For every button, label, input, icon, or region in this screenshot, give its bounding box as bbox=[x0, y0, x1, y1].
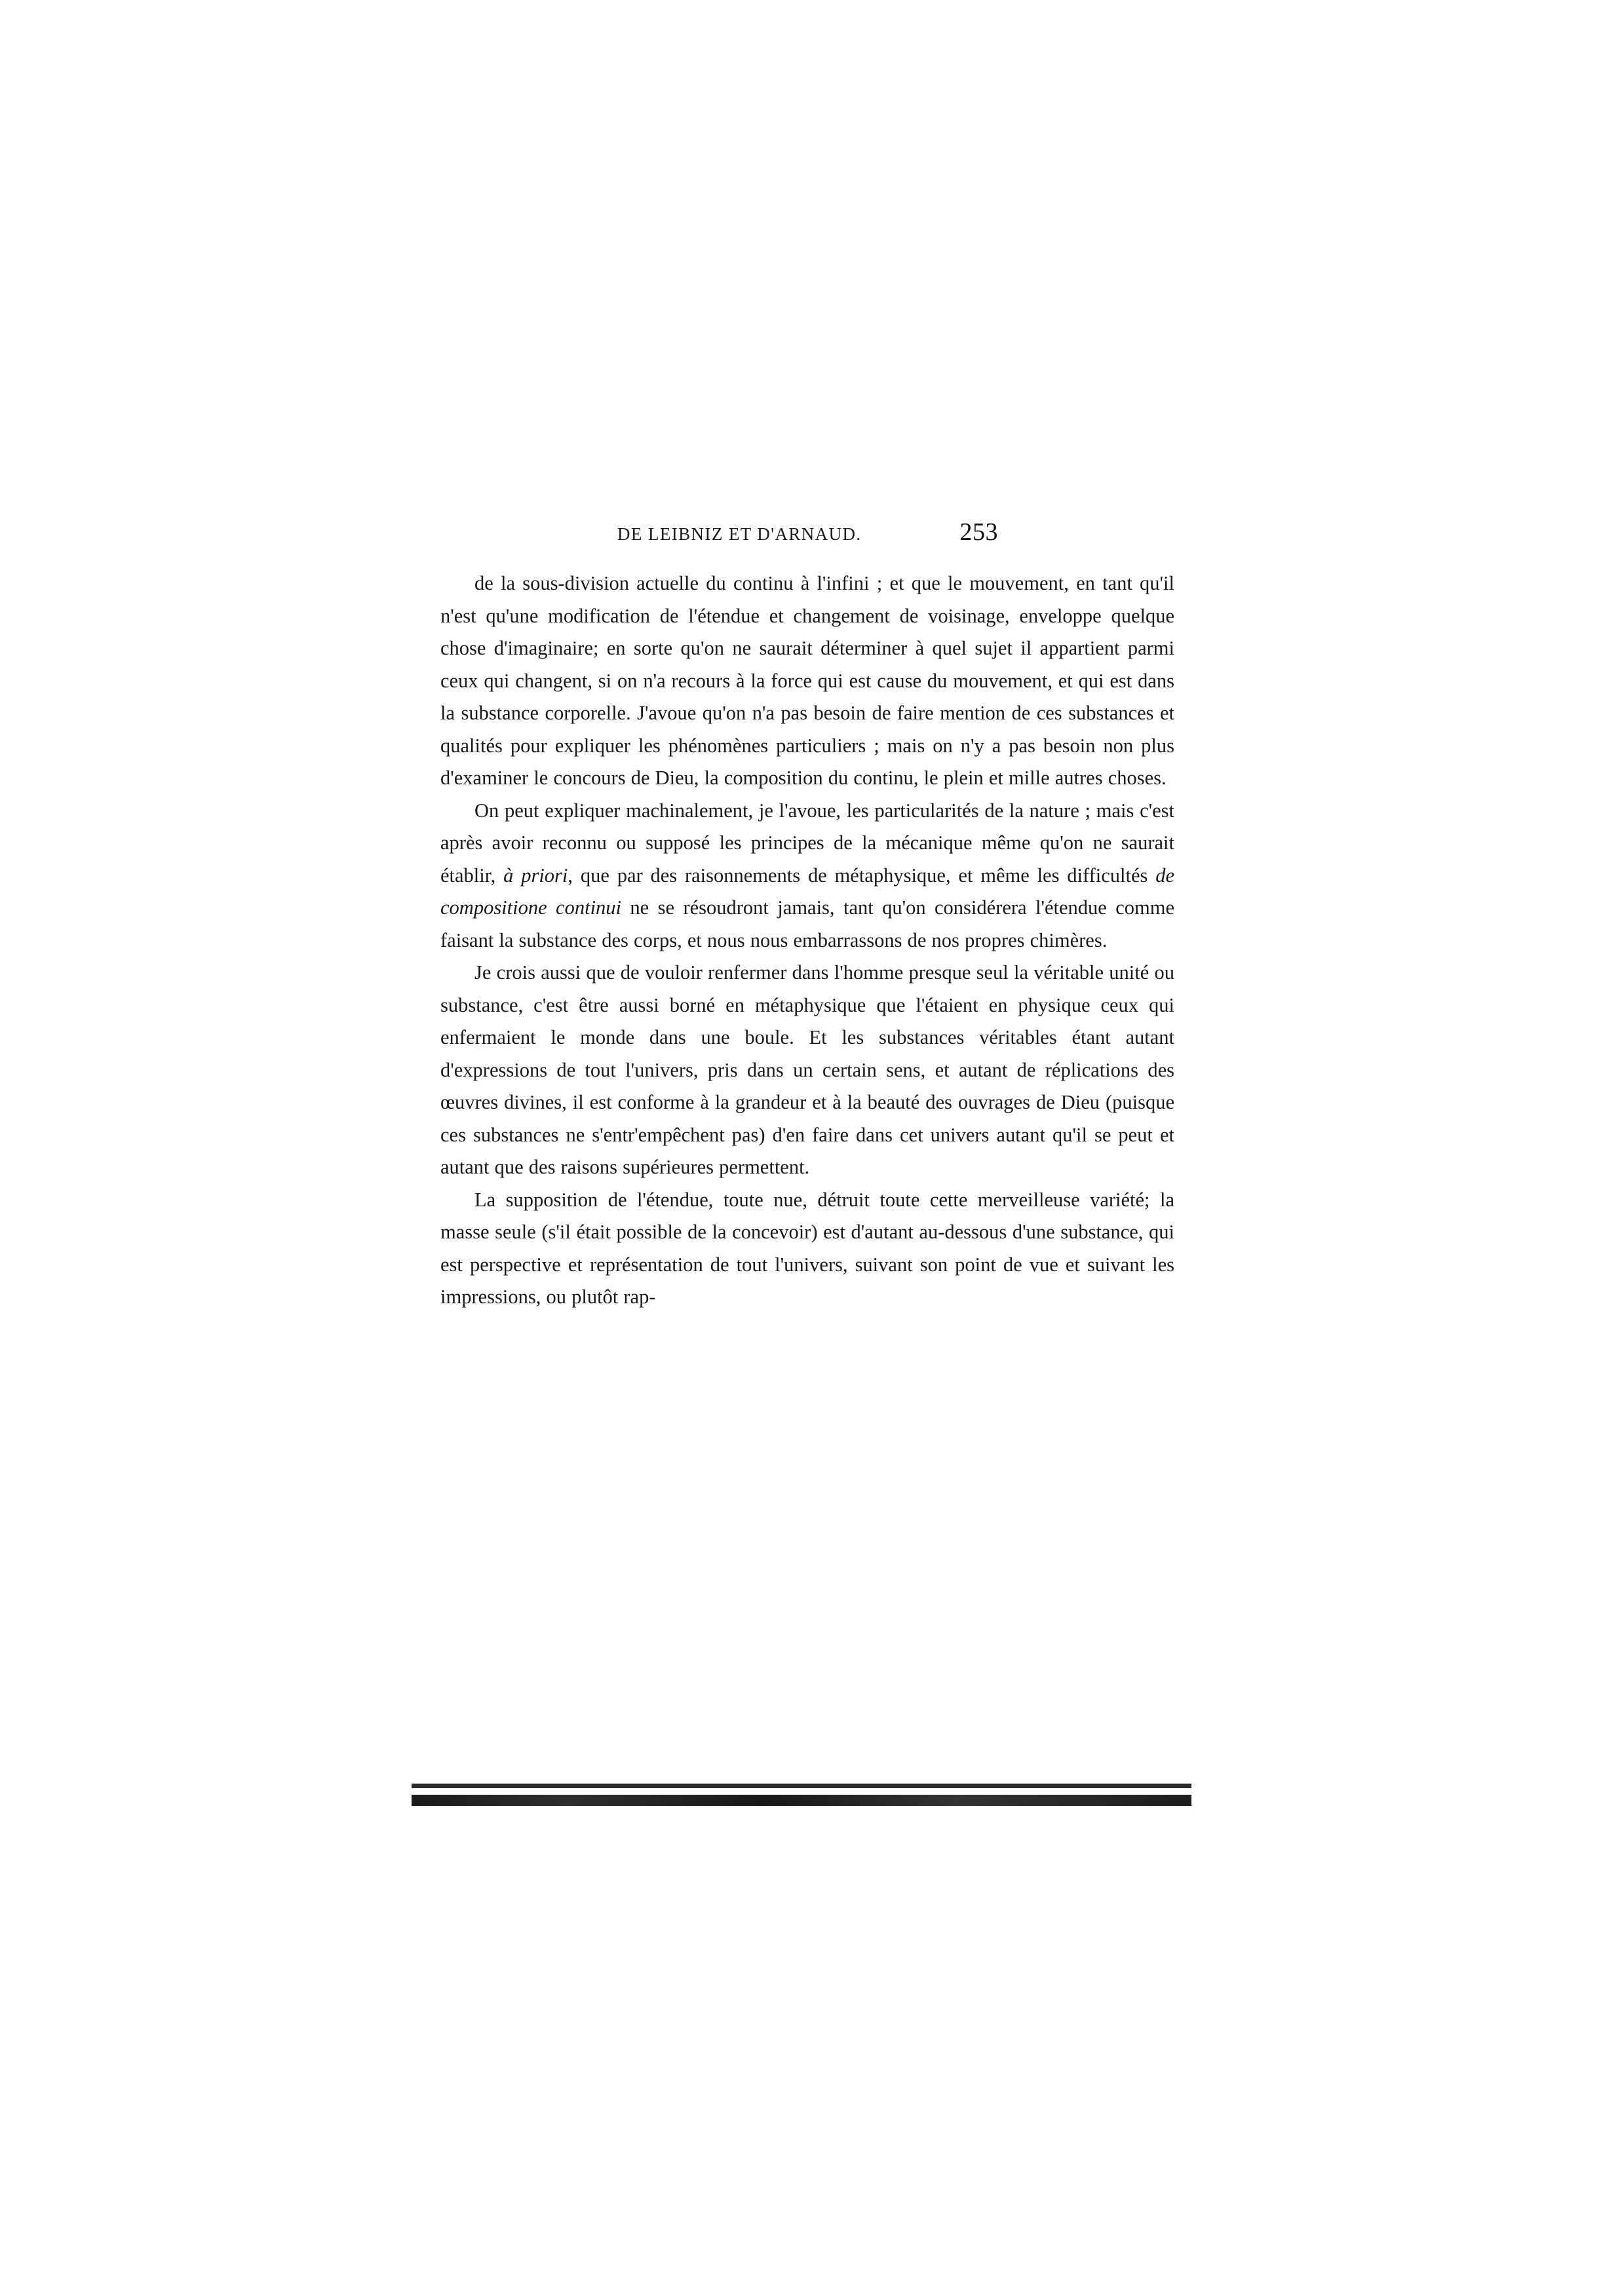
paragraph-4: La supposition de l'étendue, toute nue, détruit toute cette merveilleuse variété; la masse seule (s'il était possible de la concevoir) est d'autant au-dessous d'une substance, qui est perspective et représentation de tout l'univers, suivant son point de vue et suivant les impressions, ou plutôt rap- bbox=[440, 1188, 1174, 1308]
page-number: 253 bbox=[959, 518, 999, 546]
text-block bbox=[440, 518, 1174, 1314]
footer-rule-thin bbox=[412, 1784, 1191, 1788]
body-text bbox=[440, 567, 1174, 1314]
running-head bbox=[440, 518, 1174, 546]
paragraph-3: Je crois aussi que de vouloir renfermer dans l'homme presque seul la véritable unité ou substance, c'est être aussi borné en métaphysique que l'étaient en physique ceux qui enfermaient le monde dans une boule. Et les substances véritables étant autant d'expressions de tout l'univers, pris dans un certain sens, et autant de réplications des œuvres divines, il est conforme à la grandeur et à la beauté des ouvrages de Dieu (puisque ces substances ne s'entr'empêchent pas) d'en faire dans cet univers autant qu'il se peut et autant que des raisons supérieures permettent. bbox=[440, 961, 1174, 1178]
paragraph-2: On peut expliquer machinalement, je l'avoue, les particularités de la nature ; mais c'est après avoir reconnu ou supposé les principes de la mécanique même qu'on ne saurait établir, à priori, que par des raisonnements de métaphysique, et même les difficultés de compositione continui ne se résoudront jamais, tant qu'on considérera l'étendue comme faisant la substance des corps, et nous nous embarrassons de nos propres chimères. bbox=[440, 799, 1175, 951]
paragraph-1: de la sous-division actuelle du continu à l'infini ; et que le mouvement, en tant qu'il n'est qu'une modification de l'étendue et changement de voisinage, enveloppe quelque chose d'imaginaire; en sorte qu'on ne saurait déterminer à quel sujet il appartient parmi ceux qui changent, si on n'a recours à la force qui est cause du mouvement, et qui est dans la substance corporelle. J'avoue qu'on n'a pas besoin de faire mention de ces substances et qualités pour expliquer les phénomènes particuliers ; mais on n'y a pas besoin non plus d'examiner le concours de Dieu, la composition du continu, le plein et mille autres choses. bbox=[440, 572, 1174, 789]
running-head-title: DE LEIBNIZ ET D'ARNAUD. bbox=[617, 524, 862, 544]
footer-rule-thick bbox=[412, 1795, 1191, 1806]
footer-rule bbox=[412, 1784, 1191, 1806]
